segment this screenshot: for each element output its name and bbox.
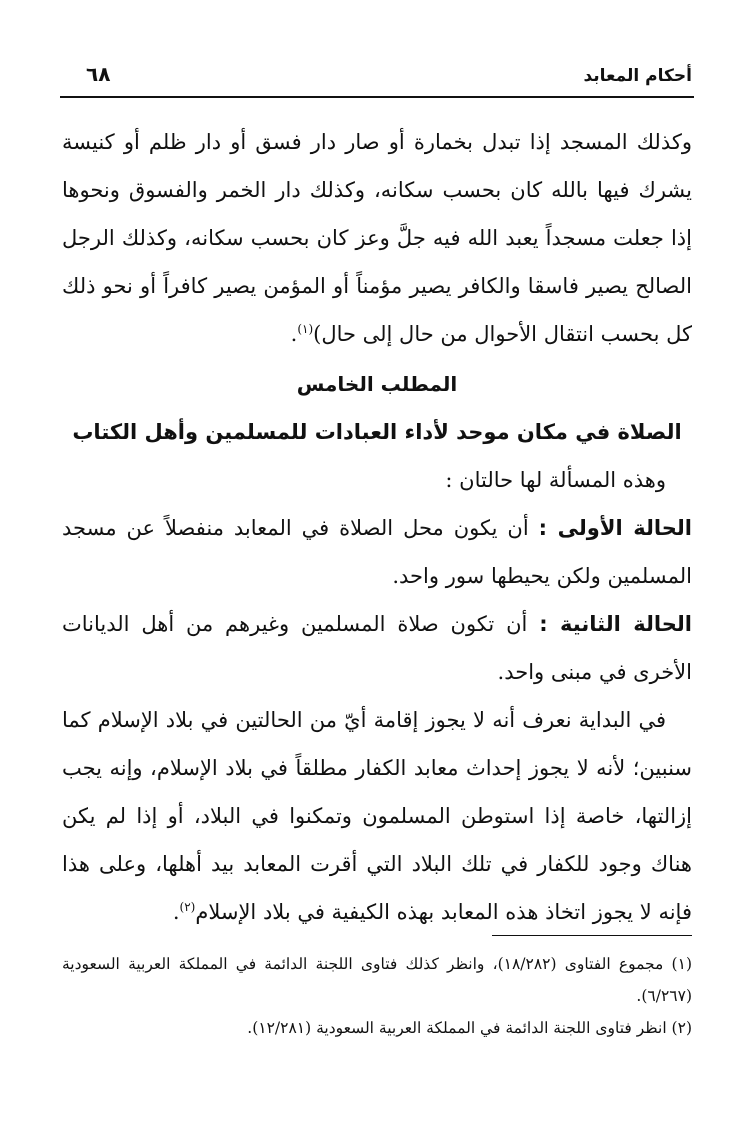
case-2-label: الحالة الثانية : (539, 612, 692, 636)
footnote-ref-1[interactable]: (١) (297, 322, 314, 336)
case-1-text: أن يكون محل الصلاة في المعابد منفصلاً عن مسجد المسلمين ولكن يحيطها سور واحد. (62, 516, 692, 588)
intro-text: وهذه المسألة لها حالتان : (445, 468, 666, 492)
case-1 (62, 504, 692, 600)
paragraph-1-end: . (290, 322, 298, 346)
paragraph-1-text: وكذلك المسجد إذا تبدل بخمارة أو صار دار فسق أو دار ظلم أو كنيسة يشرك فيها بالله كان بحسب سكانه، وكذلك دار الخمر والفسوق ونحوها إذا جعلت مسجداً يعبد الله فيه جلَّ وعز كان بحسب سكانه، وكذلك الرجل الصالح يصير فاسقا والكافر يصير مؤمناً أو المؤمن يصير كافراً أو نحو ذلك كل بحسب انتقال الأحوال من حال إلى حال) (62, 130, 692, 346)
case-2-text: أن تكون صلاة المسلمين وغيرهم من أهل الديانات الأخرى في مبنى واحد. (62, 612, 692, 684)
section-heading: المطلب الخامس (296, 372, 458, 396)
body-text (62, 118, 692, 936)
footnote-ref-2[interactable]: (٢) (179, 900, 196, 914)
section-title: الصلاة في مكان موحد لأداء العبادات للمسلمين وأهل الكتاب (72, 420, 682, 444)
paragraph-2-end: . (172, 900, 180, 924)
footnote-2: (٢) انظر فتاوى اللجنة الدائمة في المملكة العربية السعودية (١٢/٢٨١). (247, 1019, 692, 1037)
header-rule (60, 96, 694, 98)
footnotes (62, 948, 692, 1044)
footnote-1: (١) مجموع الفتاوى (١٨/٢٨٢)، وانظر كذلك فتاوى اللجنة الدائمة في المملكة العربية السعودية (٦/٢٦٧). (62, 955, 692, 1005)
case-2 (62, 600, 692, 696)
page-number: ٦٨ (86, 62, 111, 86)
paragraph-2-text: في البداية نعرف أنه لا يجوز إقامة أيّ من الحالتين في بلاد الإسلام كما سنبين؛ لأنه لا يجوز إحداث معابد الكفار مطلقاً في بلاد الإسلام، وإنه يجب إزالتها، خاصة إذا استوطن المسلمون وتمكنوا في البلاد، أو إذا لم يكن هناك وجود للكفار في تلك البلاد التي أقرت المعابد بيد أهلها، وعلى هذا فإنه لا يجوز اتخاذ هذه المعابد بهذه الكيفية في بلاد الإسلام (62, 708, 692, 924)
paragraph-1 (62, 118, 692, 358)
case-1-label: الحالة الأولى : (538, 516, 692, 540)
footnote-rule (492, 935, 692, 936)
running-title: أحكام المعابد (583, 66, 692, 86)
paragraph-2 (62, 696, 692, 936)
